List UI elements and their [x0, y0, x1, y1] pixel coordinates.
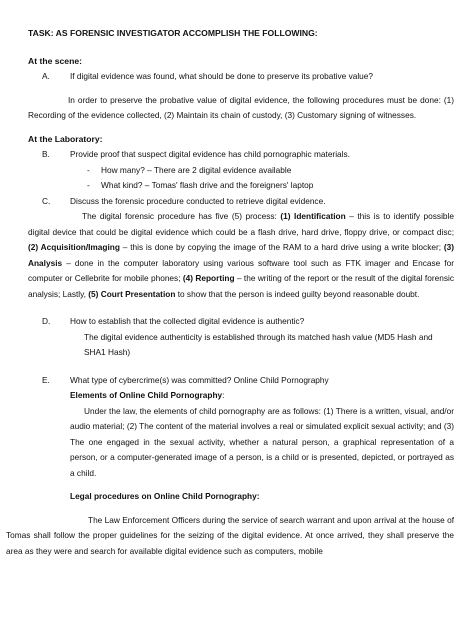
bullet-text: What kind? – Tomas' flash drive and the foreigners' laptop: [101, 180, 314, 190]
item-a-question: If digital evidence was found, what should be done to preserve its probative value?: [70, 71, 374, 81]
item-e-question: What type of cybercrime(s) was committed? Online Child Pornography: [70, 374, 329, 385]
item-c: [28, 194, 454, 210]
item-a-label: A.: [42, 71, 50, 81]
item-b: [28, 147, 454, 163]
scene-heading: At the scene:: [28, 55, 82, 66]
lab-heading: At the Laboratory:: [28, 133, 103, 144]
item-c-answer: The digital forensic procedure has five (5) process: (1) Identification – this is to identify possible digital device that could be digital evidence which could be a flash drive, hard drive, floppy drive, or compact disc; (2) Acquisition/Imaging – this is done by copying the image of the RAM to a hard drive using a write blocker; (3) Analysis – done in the computer laboratory using various software tool such as FTK imager and Encase for computer or Cellebrite for mobile phones; (4) Reporting – the writing of the report or the result of the digital forensic analysis; Lastly, (5) Court Presentation to show that the person is indeed guilty beyond reasonable doubt.: [28, 211, 454, 299]
bullet-item: [28, 178, 454, 194]
item-e: [28, 373, 454, 389]
item-a: [28, 69, 454, 85]
item-d-label: D.: [42, 316, 51, 326]
elements-subheading: Elements of Online Child Pornography:: [70, 390, 225, 400]
document-title: TASK: AS FORENSIC INVESTIGATOR ACCOMPLISH THE FOLLOWING:: [28, 28, 318, 38]
item-d-question: How to establish that the collected digital evidence is authentic?: [70, 316, 305, 326]
elements-text: Under the law, the elements of child pornography are as follows: (1) There is a written, visual, and/or audio material; (2) The content of the material involves a real or simulated explicit sexual activity; and (3) The one engaged in the sexual activity, whether a natural person, a graphical representation of a person, or a computer-generated image of a person, is a child or is presented, depicted, or portrayed as a child.: [70, 405, 454, 478]
item-e-label: E.: [42, 374, 50, 385]
item-b-question: Provide proof that suspect digital evidence has child pornographic materials.: [70, 149, 350, 159]
item-d-answer: The digital evidence authenticity is established through its matched hash value (MD5 Hash and SHA1 Hash): [84, 331, 433, 357]
dash-bullet-icon: -: [87, 180, 90, 190]
item-d: [28, 314, 454, 330]
legal-text: The Law Enforcement Officers during the service of search warrant and upon arrival at the house of Tomas shall follow the proper guidelines for the seizing of the digital evidence. At once arrived, they shall preserve the area as they were and search for available digital evidence such as computers, mobile: [6, 514, 454, 556]
item-b-label: B.: [42, 149, 50, 159]
item-c-label: C.: [42, 195, 51, 206]
item-c-question: Discuss the forensic procedure conducted to retrieve digital evidence.: [70, 195, 326, 206]
dash-bullet-icon: -: [87, 164, 90, 175]
legal-subheading: Legal procedures on Online Child Pornography:: [70, 491, 260, 501]
bullet-item: [28, 163, 454, 179]
bullet-text: How many? – There are 2 digital evidence available: [101, 164, 292, 175]
item-a-answer: In order to preserve the probative value of digital evidence, the following procedures must be done: (1) Recording of the evidence collected, (2) Maintain its chain of custody, (3) Customary signing of witnesses.: [28, 94, 454, 120]
